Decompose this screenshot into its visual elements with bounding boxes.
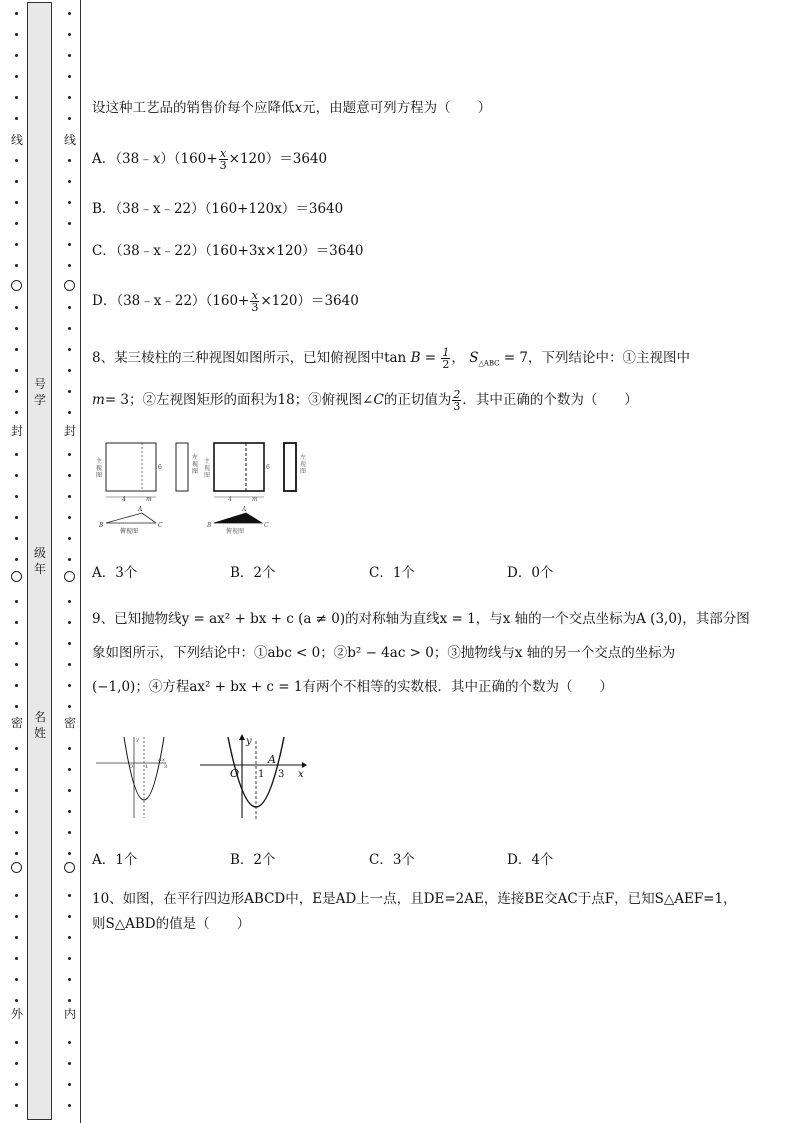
margin-dot xyxy=(68,999,71,1002)
margin-dot xyxy=(68,642,71,645)
svg-text:A: A xyxy=(242,506,247,513)
q9-stem-line1: 9、已知抛物线y = ax² + bx + c (a ≠ 0)的对称轴为直线x = 1，与x 轴的一个交点坐标为A (3,0)，其部分图 xyxy=(92,611,750,627)
margin-dot xyxy=(15,96,18,99)
q7-stem: 设这种工艺品的销售价每个应降低x元，由题意可列方程为（ ） xyxy=(92,100,492,116)
q9-y-arrow xyxy=(239,734,245,740)
margin-dot xyxy=(15,621,18,624)
margin-dot xyxy=(68,1104,71,1107)
margin-dot xyxy=(15,369,18,372)
margin-dot xyxy=(68,768,71,771)
q8-height-label: 6 xyxy=(158,464,162,471)
margin-dot xyxy=(15,243,18,246)
label-grade: 级年 xyxy=(33,546,46,576)
margin-dot xyxy=(68,117,71,120)
margin-dot xyxy=(15,768,18,771)
q8-option-a: A．3个 xyxy=(92,565,138,581)
margin-dot xyxy=(15,1083,18,1086)
q9-origin-label: O xyxy=(230,767,240,780)
outer-char-feng: 封 xyxy=(10,424,23,438)
margin-dot xyxy=(15,474,18,477)
margin-dot xyxy=(15,915,18,918)
svg-text:主: 主 xyxy=(204,458,211,465)
svg-text:B: B xyxy=(207,522,212,529)
q9-option-c: C．3个 xyxy=(369,852,415,868)
margin-dot xyxy=(68,495,71,498)
margin-dot xyxy=(15,264,18,267)
margin-circle xyxy=(11,862,22,873)
margin-dot xyxy=(68,306,71,309)
q8-stem-line1: 8、某三棱柱的三种视图如图所示，已知俯视图中tan B = $\frac{1}{2}$ ， $S_{\triangle ABC} = 7$，下列结论中：①主视图中 xyxy=(92,346,691,371)
margin-dot xyxy=(68,180,71,183)
margin-dot xyxy=(15,936,18,939)
svg-text:俯视图: 俯视图 xyxy=(226,528,245,535)
margin-dot xyxy=(68,201,71,204)
margin-dot xyxy=(15,12,18,15)
outer-dotted-line xyxy=(10,0,24,1123)
q8-top-view-triangle xyxy=(106,513,156,523)
q8-vertex-c: C xyxy=(158,522,163,529)
q7-option-c: C．（38﹣x﹣22）（160+3x×120）＝3640 xyxy=(92,243,364,259)
q8-three-views-figure-large xyxy=(202,435,402,535)
margin-dot xyxy=(68,243,71,246)
inner-char-feng: 封 xyxy=(63,424,76,438)
q8-top-view-triangle-filled xyxy=(214,513,262,523)
q9-option-a: A．1个 xyxy=(92,852,138,868)
margin-dot xyxy=(68,411,71,414)
q8-left-label-2: 视 xyxy=(192,461,199,468)
margin-dot xyxy=(15,75,18,78)
svg-text:视: 视 xyxy=(300,461,307,468)
outer-char-wai: 外 xyxy=(10,1007,23,1021)
inner-dotted-line xyxy=(63,0,77,1123)
q10-stem-line2: 则S△ABD的值是（ ） xyxy=(92,916,251,932)
margin-dot xyxy=(15,495,18,498)
inner-char-nei: 内 xyxy=(63,1007,76,1021)
q8-option-b: B．2个 xyxy=(230,565,276,581)
svg-text:4: 4 xyxy=(228,496,232,503)
margin-circle xyxy=(11,571,22,582)
margin-dot xyxy=(68,390,71,393)
margin-rule-line xyxy=(80,0,81,1123)
margin-dot xyxy=(15,642,18,645)
q7-option-b: B．（38﹣x﹣22）（160+120x）＝3640 xyxy=(92,201,344,217)
q8-option-c: C．1个 xyxy=(369,565,415,581)
svg-text:1: 1 xyxy=(145,764,149,770)
margin-dot xyxy=(68,1062,71,1065)
margin-dot xyxy=(68,222,71,225)
label-name: 名姓 xyxy=(33,710,46,740)
margin-dot xyxy=(15,684,18,687)
svg-text:y: y xyxy=(136,737,139,743)
inner-char-mi: 密 xyxy=(63,716,76,730)
margin-dot xyxy=(68,663,71,666)
margin-dot xyxy=(15,894,18,897)
margin-dot xyxy=(68,369,71,372)
margin-dot xyxy=(15,306,18,309)
q8-main-view-rect xyxy=(106,443,156,491)
q9-tick-three: 3 xyxy=(278,769,285,780)
svg-text:A: A xyxy=(158,757,162,763)
margin-dot xyxy=(68,537,71,540)
q8-four-label: 4 xyxy=(122,496,126,503)
margin-dot xyxy=(15,54,18,57)
q9-point-a: A xyxy=(268,753,276,766)
q9-tick-one: 1 xyxy=(258,769,265,780)
margin-dot xyxy=(68,12,71,15)
q8-main-view-rect-bold xyxy=(214,443,264,491)
margin-dot xyxy=(15,558,18,561)
margin-dot xyxy=(68,474,71,477)
margin-dot xyxy=(15,1062,18,1065)
margin-dot xyxy=(68,1083,71,1086)
q8-top-view-label: 俯视图 xyxy=(120,528,139,535)
q8-stem-line2: m= 3；②左视图矩形的面积为18；③俯视图∠C的正切值为 $\frac{2}{3}$ ．其中正确的个数为（ ） xyxy=(92,388,638,413)
q8-m-label: m xyxy=(146,496,152,503)
q7-option-d: D．（38﹣x﹣22）（160+ $\frac{x}{3}$ ×120）＝3640 xyxy=(92,289,359,314)
q7-option-a: A．（38﹣x）（160+ $\frac{x}{3}$ ×120）＝3640 xyxy=(92,147,328,172)
svg-text:左: 左 xyxy=(300,454,307,461)
q9-option-d: D．4个 xyxy=(507,852,554,868)
margin-dot xyxy=(68,831,71,834)
label-student-number: 号学 xyxy=(33,377,46,407)
margin-dot xyxy=(68,957,71,960)
margin-dot xyxy=(15,789,18,792)
q9-stem-line2: 象如图所示，下列结论中：①abc < 0；②b² − 4ac > 0；③抛物线与x 轴的另一个交点的坐标为 xyxy=(92,645,676,661)
margin-dot xyxy=(68,33,71,36)
margin-dot xyxy=(15,33,18,36)
margin-circle xyxy=(64,571,75,582)
margin-dot xyxy=(15,348,18,351)
q9-parabola-graph-small xyxy=(96,733,172,823)
margin-dot xyxy=(15,117,18,120)
binding-margin xyxy=(0,0,84,1123)
margin-dot xyxy=(15,222,18,225)
margin-dot xyxy=(15,180,18,183)
margin-dot xyxy=(68,327,71,330)
margin-dot xyxy=(15,957,18,960)
margin-dot xyxy=(15,1041,18,1044)
svg-text:C: C xyxy=(264,522,269,529)
q8-main-label-3: 图 xyxy=(96,472,103,479)
margin-dot xyxy=(15,747,18,750)
margin-dot xyxy=(68,600,71,603)
margin-dot xyxy=(15,453,18,456)
margin-dot xyxy=(68,810,71,813)
margin-dot xyxy=(68,894,71,897)
margin-dot xyxy=(68,96,71,99)
margin-dot xyxy=(68,264,71,267)
margin-dot xyxy=(15,831,18,834)
margin-dot xyxy=(15,390,18,393)
margin-dot xyxy=(15,600,18,603)
outer-char-xian: 线 xyxy=(10,133,23,147)
outer-char-mi: 密 xyxy=(10,716,23,730)
margin-circle xyxy=(64,862,75,873)
svg-text:图: 图 xyxy=(204,472,211,479)
q8-main-label-1: 主 xyxy=(96,458,103,465)
q8-left-view-rect xyxy=(176,443,188,491)
margin-dot xyxy=(68,915,71,918)
margin-dot xyxy=(68,852,71,855)
margin-circle xyxy=(64,280,75,291)
margin-dot xyxy=(15,999,18,1002)
margin-dot xyxy=(68,978,71,981)
margin-dot xyxy=(68,789,71,792)
q8-left-label-1: 左 xyxy=(192,454,199,461)
margin-dot xyxy=(15,810,18,813)
q9-x-label: x xyxy=(298,769,304,780)
margin-dot xyxy=(68,1041,71,1044)
svg-text:3: 3 xyxy=(164,764,168,770)
margin-dot xyxy=(15,1104,18,1107)
margin-dot xyxy=(15,516,18,519)
margin-dot xyxy=(15,327,18,330)
margin-dot xyxy=(68,747,71,750)
margin-dot xyxy=(68,516,71,519)
svg-text:x: x xyxy=(162,757,165,763)
q8-vertex-a: A xyxy=(138,506,143,513)
q8-left-view-rect-bold xyxy=(284,443,296,491)
q8-left-label-3: 图 xyxy=(192,468,199,475)
svg-text:图: 图 xyxy=(300,468,307,475)
margin-dot xyxy=(68,705,71,708)
q9-y-label: y xyxy=(246,736,252,747)
margin-dot xyxy=(68,684,71,687)
margin-dot xyxy=(15,705,18,708)
svg-text:6: 6 xyxy=(266,464,270,471)
margin-dot xyxy=(15,411,18,414)
margin-dot xyxy=(68,621,71,624)
q8-option-d: D．0个 xyxy=(507,565,554,581)
margin-dot xyxy=(15,978,18,981)
margin-dot xyxy=(15,852,18,855)
q9-x-arrow xyxy=(302,762,307,768)
margin-dot xyxy=(15,663,18,666)
margin-dot xyxy=(68,159,71,162)
margin-dot xyxy=(15,201,18,204)
q9-stem-line3: (−1,0)；④方程ax² + bx + c = 1有两个不相等的实数根．其中正确的个数为（ ） xyxy=(92,679,613,695)
q9-parabola-graph-large xyxy=(200,733,312,823)
q9-option-b: B．2个 xyxy=(230,852,276,868)
margin-dot xyxy=(68,348,71,351)
margin-dot xyxy=(68,558,71,561)
margin-circle xyxy=(11,280,22,291)
svg-text:O: O xyxy=(129,764,134,770)
margin-dot xyxy=(15,159,18,162)
margin-dot xyxy=(68,75,71,78)
inner-char-xian: 线 xyxy=(63,133,76,147)
svg-text:m: m xyxy=(252,496,258,503)
q10-stem-line1: 10、如图，在平行四边形ABCD中，E是AD上一点，且DE=2AE，连接BE交AC于点F，已知S△AEF=1， xyxy=(92,891,737,907)
margin-dot xyxy=(68,54,71,57)
margin-dot xyxy=(15,537,18,540)
margin-dot xyxy=(68,936,71,939)
q8-main-label-2: 视 xyxy=(96,465,103,472)
svg-text:视: 视 xyxy=(204,465,211,472)
margin-dot xyxy=(68,453,71,456)
q8-vertex-b: B xyxy=(99,522,104,529)
